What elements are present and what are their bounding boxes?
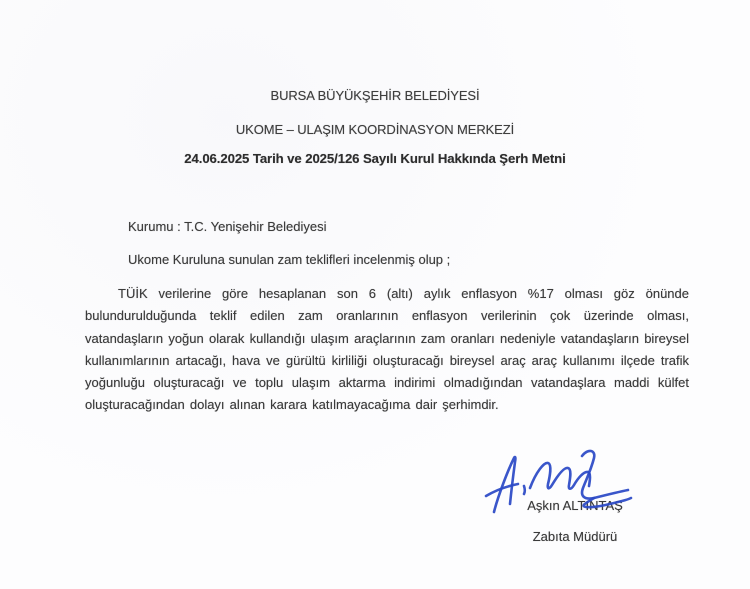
signatory-title: Zabıta Müdürü [532,529,618,544]
intro-line: Ukome Kuruluna sunulan zam teklifleri incelenmiş olup ; [128,252,451,267]
signatory-name: Aşkın ALTINTAŞ [527,498,623,513]
department-name: UKOME – ULAŞIM KOORDİNASYON MERKEZİ [235,122,515,137]
document-title: 24.06.2025 Tarih ve 2025/126 Sayılı Kurul Hakkında Şerh Metni [184,151,566,166]
annotation-paragraph: TÜİK verilerine göre hesaplanan son 6 (altı) aylık enflasyon %17 olması göz önünde bulundurulduğunda teklif edilen zam oranlarının enflasyon verilerinin çok üzerinde olması, vatandaşların yoğun olarak kullandığı ulaşım araçlarının zam oranları nedeniyle vatandaşların bireysel kullanımlarının artacağı, hava ve gürültü kirliliği oluşturacağı bireysel araç araç kullanımı ilçede trafik yoğunluğu oluşturacağı ve toplu ulaşım aktarma indirimi olmadığından vatandaşlara maddi külfet oluşturacağından dolayı alınan karara katılmayacağıma dair şerhimdir. [85,286,689,413]
organization-name: BURSA BÜYÜKŞEHİR BELEDİYESİ [270,88,480,103]
institution-line: Kurumu : T.C. Yenişehir Belediyesi [128,219,327,234]
signature-block [495,497,655,515]
